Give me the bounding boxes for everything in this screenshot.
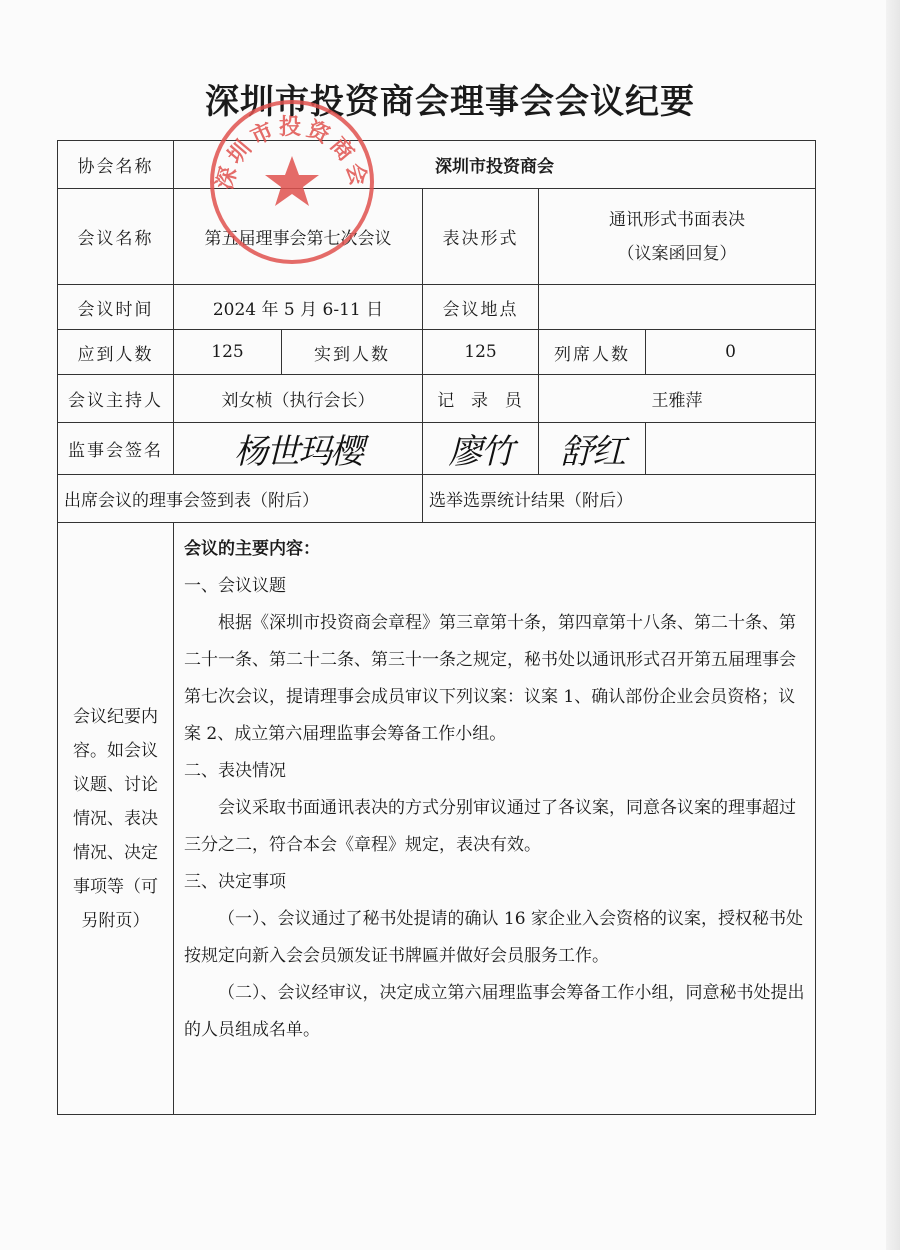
observer-count-value: 0 bbox=[646, 330, 816, 375]
row-time bbox=[58, 285, 816, 330]
actual-count-value: 125 bbox=[423, 330, 539, 375]
vote-form-line1: 通讯形式书面表决 bbox=[609, 209, 745, 230]
meeting-name-label: 会议名称 bbox=[58, 189, 174, 285]
meeting-time-value: 2024 年 5 月 6-11 日 bbox=[174, 285, 423, 330]
supervisor-signature-1: 杨世玛樱 bbox=[174, 423, 423, 475]
supervisor-signature-empty bbox=[646, 423, 816, 475]
document-title: 深圳市投资商会理事会会议纪要 bbox=[205, 82, 695, 122]
meeting-place-value bbox=[539, 285, 816, 330]
row-supervisors bbox=[58, 423, 816, 475]
vote-form-line2: （议案函回复） bbox=[617, 243, 737, 264]
vote-form-label: 表决形式 bbox=[423, 189, 539, 285]
sign-in-sheet-note: 出席会议的理事会签到表（附后） bbox=[58, 475, 423, 523]
row-attendance bbox=[58, 330, 816, 375]
host-label: 会议主持人 bbox=[58, 375, 174, 423]
actual-count-label: 实到人数 bbox=[282, 330, 423, 375]
recorder-value: 王雅萍 bbox=[539, 375, 816, 423]
meeting-name-value: 第五届理事会第七次会议 bbox=[174, 189, 423, 285]
row-attachments bbox=[58, 475, 816, 523]
recorder-label: 记 录 员 bbox=[423, 375, 539, 423]
meeting-place-label: 会议地点 bbox=[423, 285, 539, 330]
minutes-content bbox=[174, 523, 816, 1115]
decision-item-1: （一）、会议通过了秘书处提请的确认 16 家企业入会资格的议案，授权秘书处按规定向新入会会员颁发证书牌匾并做好会员服务工作。 bbox=[184, 909, 803, 966]
page-edge bbox=[886, 0, 900, 1250]
section-2-title: 二、表决情况 bbox=[184, 761, 286, 781]
section-1-title: 一、会议议题 bbox=[184, 576, 286, 596]
section-2-body: 会议采取书面通讯表决的方式分别审议通过了各议案，同意各议案的理事超过三分之二，符合本会《章程》规定，表决有效。 bbox=[184, 798, 796, 855]
section-3-title: 三、决定事项 bbox=[184, 872, 286, 892]
row-minutes bbox=[58, 523, 816, 1115]
expected-count-label: 应到人数 bbox=[58, 330, 174, 375]
minutes-heading: 会议的主要内容： bbox=[184, 539, 320, 559]
row-host bbox=[58, 375, 816, 423]
minutes-side-label: 会议纪要内容。如会议议题、讨论情况、表决情况、决定事项等（可另附页） bbox=[58, 523, 174, 1115]
host-value: 刘女桢（执行会长） bbox=[174, 375, 423, 423]
row-association bbox=[58, 141, 816, 189]
meeting-time-label: 会议时间 bbox=[58, 285, 174, 330]
expected-count-value: 125 bbox=[174, 330, 282, 375]
vote-form-value bbox=[539, 189, 816, 285]
association-label: 协会名称 bbox=[58, 141, 174, 189]
seal-text: 深圳市投资商会 bbox=[212, 115, 372, 193]
supervisor-signature-3: 舒红 bbox=[539, 423, 646, 475]
association-value: 深圳市投资商会 bbox=[174, 141, 816, 189]
section-1-body: 根据《深圳市投资商会章程》第三章第十条，第四章第十八条、第二十条、第二十一条、第二十二条、第三十一条之规定，秘书处以通讯形式召开第五届理事会第七次会议，提请理事会成员审议下列议案：议案 1、确认部份企业会员资格；议案 2、成立第六届理监事会筹备工作小组。 bbox=[184, 613, 796, 744]
decision-item-2: （二）、会议经审议，决定成立第六届理监事会筹备工作小组，同意秘书处提出的人员组成名单。 bbox=[184, 983, 805, 1040]
supervisor-signature-2: 廖竹 bbox=[423, 423, 539, 475]
row-meeting bbox=[58, 189, 816, 285]
election-result-note: 选举选票统计结果（附后） bbox=[423, 475, 816, 523]
minutes-form bbox=[57, 140, 816, 1115]
observer-count-label: 列席人数 bbox=[539, 330, 646, 375]
supervisor-signature-label: 监事会签名 bbox=[58, 423, 174, 475]
